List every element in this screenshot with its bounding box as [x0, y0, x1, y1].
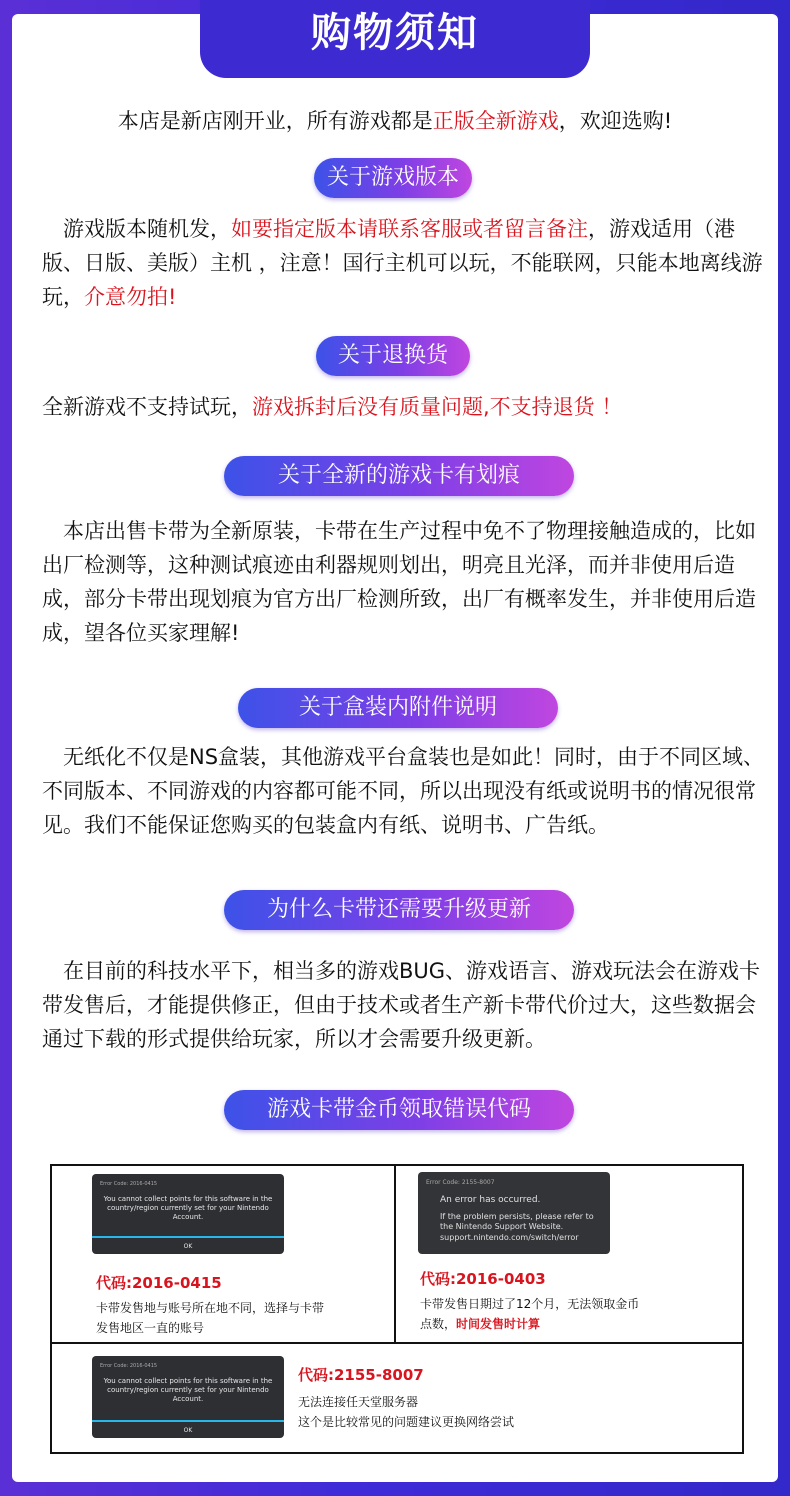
return-text: 全新游戏不支持试玩，游戏拆封后没有质量问题,不支持退货 ！: [42, 395, 623, 419]
accessories-text: 无纸化不仅是NS盒装，其他游戏平台盒装也是如此！同时，由于不同区域、不同版本、不同游戏的内容都可能不同，所以出现没有纸或说明书的情况很常见。我们不能保证您购买的包装盒内有纸、说明书、广告纸。: [42, 745, 765, 837]
section-heading-version: 关于游戏版本: [314, 158, 472, 198]
error-screenshot-3: Error Code: 2016-0415 You cannot collect points for this software in the country/region currently set for your Nintendo Account. OK: [92, 1356, 284, 1438]
error-desc-3: 无法连接任天堂服务器 这个是比较常见的问题建议更换网络尝试: [298, 1395, 515, 1429]
page-title: 购物须知: [200, 0, 590, 78]
error-screenshot-1: Error Code: 2016-0415 You cannot collect points for this software in the country/region currently set for your Nintendo Account. OK: [92, 1174, 284, 1254]
intro-highlight: 正版全新游戏: [432, 109, 559, 133]
error-code-3: 代码:2155-8007: [298, 1366, 424, 1384]
version-text: 游戏版本随机发，如要指定版本请联系客服或者留言备注，游戏适用（港版、日版、美版）主机 ，注意！国行主机可以玩，不能联网，只能本地离线游玩，介意勿拍!: [42, 217, 763, 309]
error-code-table: [50, 1164, 744, 1454]
ok-button: OK: [183, 1243, 193, 1250]
error-code-2: 代码:2016-0403: [420, 1270, 546, 1288]
error-code-1: 代码:2016-0415: [96, 1274, 222, 1292]
section-heading-return: 关于退换货: [316, 336, 470, 376]
scratch-text: 本店出售卡带为全新原装，卡带在生产过程中免不了物理接触造成的，比如出厂检测等，这种测试痕迹由利器规则划出，明亮且光泽，而并非使用后造成，部分卡带出现划痕为官方出厂检测所致，出厂有概率发生，并非使用后造成，望各位买家理解!: [42, 519, 756, 645]
section-heading-error-codes: 游戏卡带金币领取错误代码: [224, 1090, 574, 1130]
error-desc-1: 卡带发售地与账号所在地不同，选择与卡带 发售地区一直的账号: [96, 1301, 325, 1335]
ok-button: OK: [183, 1427, 193, 1434]
error-desc-2: 卡带发售日期过了12个月，无法领取金币 点数，时间发售时计算: [420, 1297, 640, 1331]
section-heading-scratch: 关于全新的游戏卡有划痕: [224, 456, 574, 496]
table-divider-horizontal: [52, 1342, 742, 1344]
section-heading-update: 为什么卡带还需要升级更新: [224, 890, 574, 930]
intro-text: 本店是新店刚开业，所有游戏都是正版全新游戏，欢迎选购!: [117, 109, 673, 133]
update-text: 在目前的科技水平下，相当多的游戏BUG、游戏语言、游戏玩法会在游戏卡带发售后，才能提供修正，但由于技术或者生产新卡带代价过大，这些数据会通过下载的形式提供给玩家，所以才会需要升级更新。: [42, 959, 761, 1051]
table-divider-vertical: [394, 1166, 396, 1342]
section-heading-accessories: 关于盒装内附件说明: [238, 688, 558, 728]
error-screenshot-2: Error Code: 2155-8007 An error has occurred. If the problem persists, please refer to the Nintendo Support Website. support.nintendo.com/switch/error: [418, 1172, 610, 1254]
